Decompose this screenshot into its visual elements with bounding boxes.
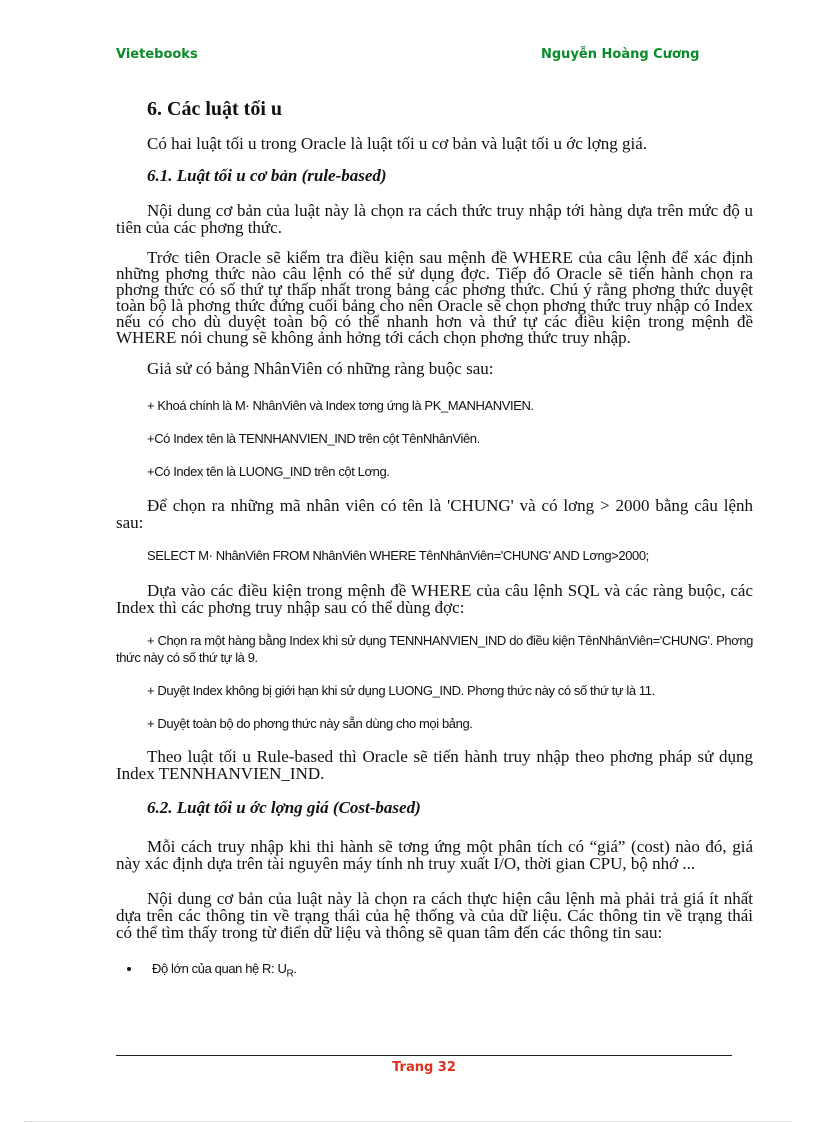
paragraph: Nội dung cơ bản của luật này là chọn ra cách thực hiện câu lệnh mà phải trả giá ít nhất dựa trên các thông tin về trạng thái của hệ thống và của dữ liệu. Các thông tin về trạng thái có thể tìm thấy trong từ điển dữ liệu và thông sẽ quan tâm đến các thông tin sau: bbox=[116, 889, 753, 942]
constraint-item: + Khoá chính là M· NhânViên và Index tơng ứng là PK_MANHANVIEN. bbox=[147, 398, 534, 413]
constraint-item: +Có Index tên là LUONG_IND trên cột Lơng. bbox=[147, 464, 390, 479]
header-right: Nguyễn Hoàng Cương bbox=[541, 47, 700, 62]
list-item bbox=[142, 961, 753, 983]
page-edge bbox=[24, 1121, 792, 1122]
paragraph: Để chọn ra những mã nhân viên có tên là 'CHUNG' và có lơng > 2000 bằng câu lệnh sau: bbox=[116, 496, 753, 532]
header-left: Vietebooks bbox=[116, 47, 198, 62]
subsection-1-title: 6.1. Luật tối u cơ bản (rule-based) bbox=[147, 166, 387, 185]
section-title: 6. Các luật tối u bbox=[147, 98, 282, 120]
option-item: + Chọn ra một hàng bằng Index khi sử dụng TENNHANVIEN_IND do điều kiện TênNhânViên='CHUNG'. Phơng thức này có số thứ tự là 9. bbox=[116, 633, 753, 665]
section-intro: Có hai luật tối u trong Oracle là luật tối u cơ bản và luật tối u ớc lợng giá. bbox=[147, 134, 648, 153]
list-item-end: . bbox=[293, 961, 297, 976]
footer-divider bbox=[116, 1055, 732, 1056]
subsection-2-title: 6.2. Luật tối u ớc lợng giá (Cost-based) bbox=[147, 798, 421, 817]
document-body bbox=[116, 98, 753, 983]
paragraph: Dựa vào các điều kiện trong mệnh đề WHERE của câu lệnh SQL và các ràng buộc, các Index thì các phơng truy nhập sau có thể dùng đợc: bbox=[116, 581, 753, 617]
constraint-item: +Có Index tên là TENNHANVIEN_IND trên cột TênNhânViên. bbox=[147, 431, 480, 446]
option-item: + Duyệt Index không bị giới hạn khi sử dụng LUONG_IND. Phơng thức này có số thứ tự là 11. bbox=[147, 683, 655, 698]
subscript: R bbox=[286, 968, 294, 980]
bullet-list bbox=[116, 961, 753, 983]
list-item-text: Độ lớn của quan hệ R: U bbox=[152, 961, 287, 976]
paragraph: Giả sử có bảng NhânViên có những ràng buộc sau: bbox=[147, 359, 494, 378]
option-item: + Duyệt toàn bộ do phơng thức này sẵn dùng cho mọi bảng. bbox=[147, 716, 473, 731]
paragraph: Theo luật tối u Rule-based thì Oracle sẽ tiến hành truy nhập theo phơng pháp sử dụng Index TENNHANVIEN_IND. bbox=[116, 747, 753, 783]
paragraph: Mỗi cách truy nhập khi thi hành sẽ tơng ứng một phân tích có “giá” (cost) nào đó, giá này xác định dựa trên tài nguyên máy tính nh truy xuất I/O, thời gian CPU, bộ nhớ ... bbox=[116, 837, 753, 873]
paragraph: Trớc tiên Oracle sẽ kiểm tra điều kiện sau mệnh đề WHERE của câu lệnh để xác định những phơng thức nào câu lệnh có thể sử dụng đợc. Tiếp đó Oracle sẽ tiến hành chọn ra phơng thức có số thứ tự thấp nhất trong bảng các phơng thức. Chú ý rằng phơng thức duyệt toàn bộ là phơng thức đứng cuối bảng cho nên Oracle sẽ chọn phơng thức truy nhập có Index nếu có cho dù duyệt toàn bộ có thể nhanh hơn và thứ tự các điều kiện trong mệnh đề WHERE nói chung sẽ không ảnh hởng tới cách chọn phơng thức truy nhập. bbox=[116, 248, 753, 347]
paragraph: Nội dung cơ bản của luật này là chọn ra cách thức truy nhập tới hàng dựa trên mức độ u tiên của các phơng thức. bbox=[116, 201, 753, 237]
page-number: Trang 32 bbox=[392, 1060, 456, 1075]
sql-statement: SELECT M· NhânViên FROM NhânViên WHERE TênNhânViên='CHUNG' AND Lơng>2000; bbox=[147, 548, 649, 563]
